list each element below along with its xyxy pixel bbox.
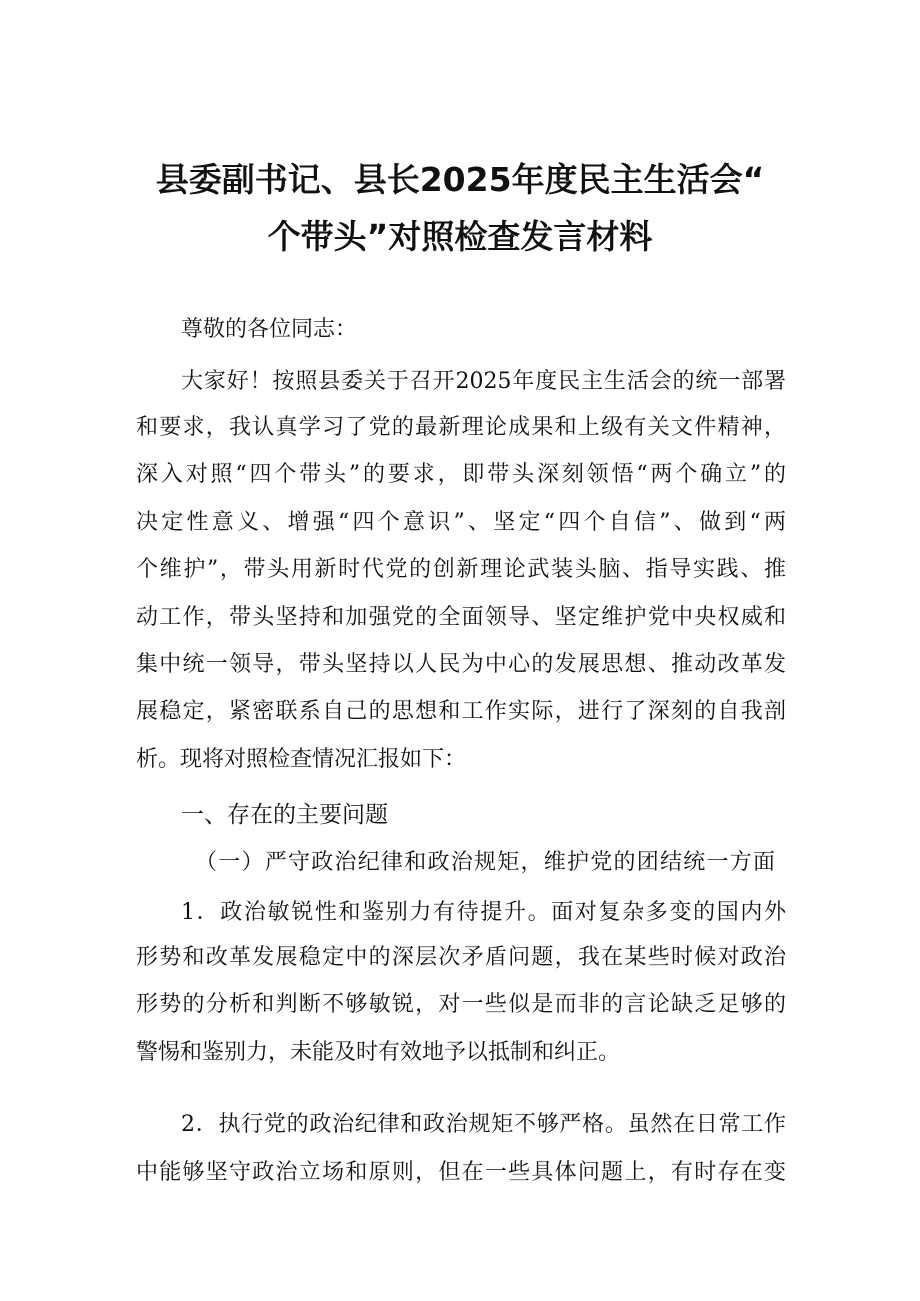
item-2-line-1: 2．执行党的政治纪律和政治规矩不够严格。虽然在日常工作	[181, 1112, 786, 1137]
intro-line-6: 动工作，带头坚持和加强党的全面领导、坚定维护党中央权威和	[136, 605, 786, 630]
section-1-heading: 一、存在的主要问题	[181, 802, 388, 828]
subsection-1-heading: （一）严守政治纪律和政治规矩，维护党的团结统一方面	[195, 850, 775, 875]
item-1-line-1: 1．政治敏锐性和鉴别力有待提升。面对复杂多变的国内外	[181, 900, 786, 925]
item-1-line-2: 形势和改革发展稳定中的深层次矛盾问题，我在某些时候对政治	[136, 945, 786, 970]
intro-line-7: 集中统一领导，带头坚持以人民为中心的发展思想、推动改革发	[136, 652, 786, 677]
intro-line-3: 深入对照“四个带头”的要求，即带头深刻领悟“两个确立”的	[136, 462, 786, 487]
intro-line-8: 展稳定，紧密联系自己的思想和工作实际，进行了深刻的自我剖	[136, 699, 786, 724]
document-title-line-1: 县委副书记、县长2025年度民主生活会“	[155, 160, 765, 199]
item-1-line-4: 警惕和鉴别力，未能及时有效地予以抵制和纠正。	[136, 1040, 621, 1065]
item-2-line-2: 中能够坚守政治立场和原则，但在一些具体问题上，有时存在变	[136, 1160, 786, 1185]
salutation: 尊敬的各位同志：	[181, 317, 358, 342]
intro-line-4: 决定性意义、增强“四个意识”、坚定“四个自信”、做到“两	[136, 510, 786, 535]
intro-line-9: 析。现将对照检查情况汇报如下：	[136, 747, 467, 772]
document-title-line-2: 个带头”对照检查发言材料	[267, 217, 653, 256]
intro-line-1: 大家好！按照县委关于召开2025年度民主生活会的统一部署	[181, 369, 786, 394]
intro-line-5: 个维护”，带头用新时代党的创新理论武装头脑、指导实践、推	[136, 557, 786, 582]
item-1-line-3: 形势的分析和判断不够敏锐，对一些似是而非的言论缺乏足够的	[136, 992, 786, 1017]
intro-line-2: 和要求，我认真学习了党的最新理论成果和上级有关文件精神，	[136, 415, 786, 440]
